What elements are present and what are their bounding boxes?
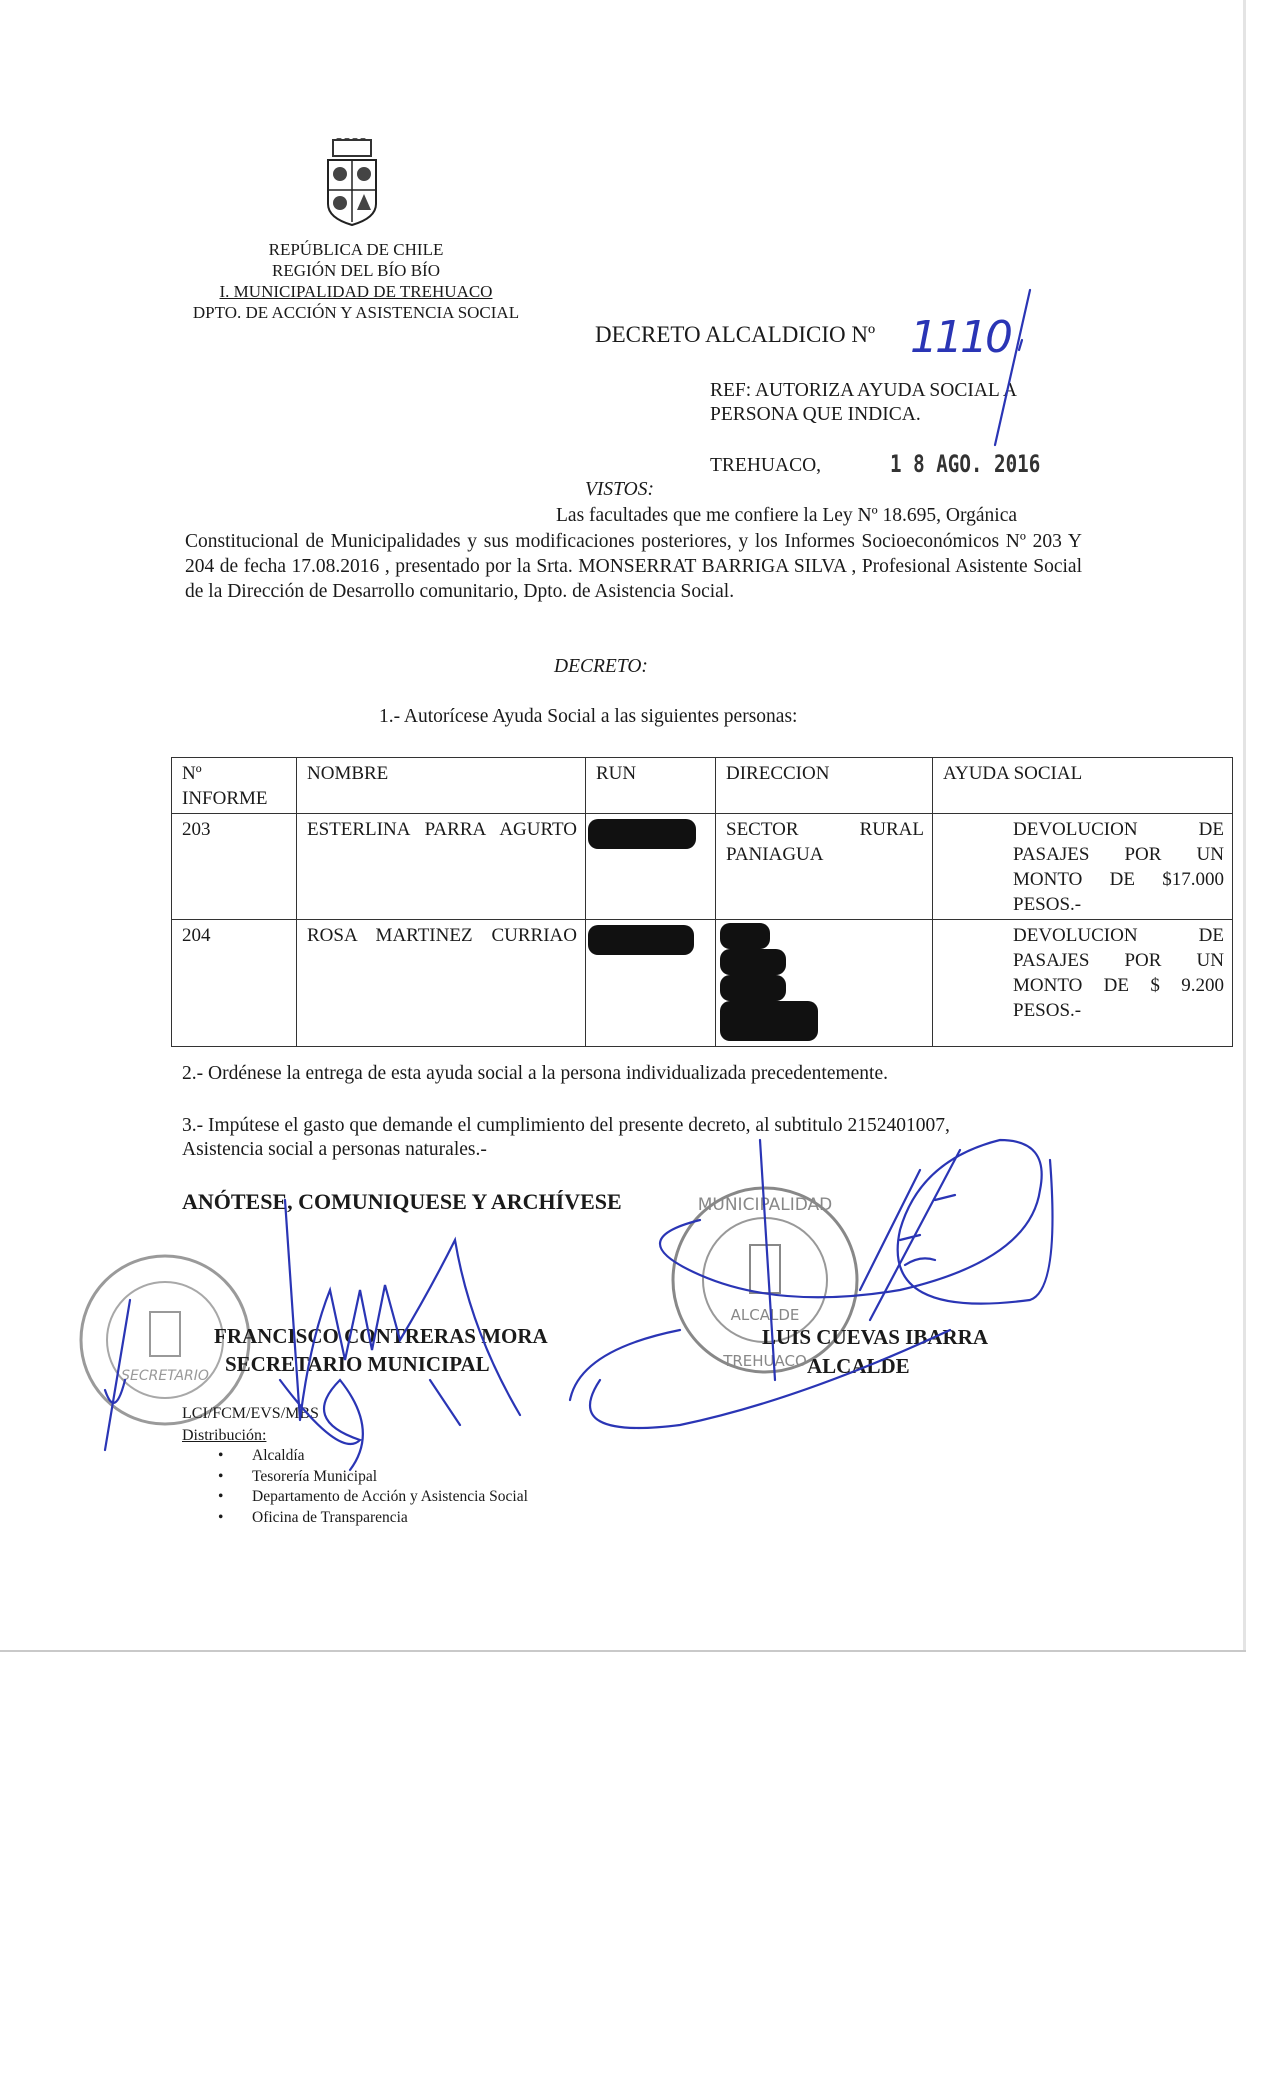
paper-edge [1243,0,1246,1652]
decree-title: DECRETO ALCALDICIO Nº [595,322,876,347]
decree-number: 1110 [910,312,1010,363]
svg-text:SECRETARIO: SECRETARIO [121,1368,209,1384]
redaction [720,923,770,949]
list-item: • Oficina de Transparencia [218,1508,528,1529]
redaction [588,819,696,849]
list-item: • Departamento de Acción y Asistencia Social [218,1487,528,1508]
date-stamp: 1 8 AGO. 2016 [890,450,1041,478]
cell-run [586,920,716,1047]
col-header: DIRECCION [716,758,933,814]
table-row [172,814,1233,920]
svg-text:ALCALDE: ALCALDE [730,1306,800,1324]
table-row [172,920,1233,1047]
beneficiaries-table [171,757,1233,1047]
cell-informe: 204 [172,920,297,1047]
redaction [720,1001,818,1041]
decreto-item: 3.- Impútese el gasto que demande el cumplimiento del presente decreto, al subtitulo 2152401007, [182,1115,950,1136]
decreto-heading: DECRETO: [554,656,648,677]
header-line: I. MUNICIPALIDAD DE TREHUACO [219,282,493,301]
distribution-label: Distribución: [182,1427,267,1444]
decreto-item: 1.- Autorícese Ayuda Social a las siguientes personas: [379,706,798,727]
header-line: DPTO. DE ACCIÓN Y ASISTENCIA SOCIAL [192,303,520,322]
paper-edge [0,1650,1246,1652]
vistos-heading: VISTOS: [585,479,654,500]
header-line: REPÚBLICA DE CHILE [268,240,444,259]
col-header: AYUDA SOCIAL [933,758,1233,814]
distribution-list [218,1446,528,1528]
secretary-name: FRANCISCO CONTRERAS MORA [214,1324,548,1348]
svg-text:MUNICIPALIDAD: MUNICIPALIDAD [697,1195,833,1215]
col-header: Nº INFORME [172,758,297,814]
svg-text:TREHUACO: TREHUACO [723,1352,807,1370]
mayor-stamp-icon [665,1180,865,1380]
initials: LCI/FCM/EVS/MBS [182,1405,319,1422]
table-header-row [172,758,1233,814]
vistos-text-first: Las facultades que me confiere la Ley Nº 18.695, Orgánica [556,505,1018,526]
list-item: • Tesorería Municipal [218,1467,528,1488]
cell-ayuda: DEVOLUCION DE PASAJES POR UN MONTO DE $17.000 PESOS.- [933,814,1233,920]
cell-direccion: SECTOR RURAL PANIAGUA [716,814,933,920]
cell-informe: 203 [172,814,297,920]
place: TREHUACO, [710,455,822,476]
col-header: RUN [586,758,716,814]
cell-ayuda: DEVOLUCION DE PASAJES POR UN MONTO DE $ 9.200 PESOS.- [933,920,1233,1047]
col-header: NOMBRE [297,758,586,814]
redaction [720,949,786,975]
decreto-item: Asistencia social a personas naturales.- [182,1139,487,1160]
cell-direccion [716,920,933,1047]
cell-run [586,814,716,920]
cell-nombre: ROSA MARTINEZ CURRIAO [297,920,586,1047]
mayor-title: ALCALDE [807,1354,910,1378]
closing-formula: ANÓTESE, COMUNIQUESE Y ARCHÍVESE [182,1189,622,1214]
ref-line: REF: AUTORIZA AYUDA SOCIAL A [710,380,1018,401]
header-line: REGIÓN DEL BÍO BÍO [272,261,440,280]
redaction [720,975,786,1001]
secretary-title: SECRETARIO MUNICIPAL [225,1352,490,1376]
cell-nombre: ESTERLINA PARRA AGURTO [297,814,586,920]
municipal-crest-icon [325,138,379,226]
redaction [588,925,694,955]
decreto-item: 2.- Ordénese la entrega de esta ayuda social a la persona individualizada precedentemente. [182,1063,888,1084]
list-item: • Alcaldía [218,1446,528,1467]
vistos-text: Constitucional de Municipalidades y sus modificaciones posteriores, y los Informes Socioeconómicos Nº 203 Y 204 de fecha 17.08.2016 , presentado por la Srta. MONSERRAT BARRIGA SILVA , Profesional Asistente Social de la Dirección de Desarrollo comunitario, Dpto. de Asistencia Social. [185,531,1082,603]
ref-line: PERSONA QUE INDICA. [710,404,921,425]
mayor-name: LUIS CUEVAS IBARRA [762,1325,989,1349]
